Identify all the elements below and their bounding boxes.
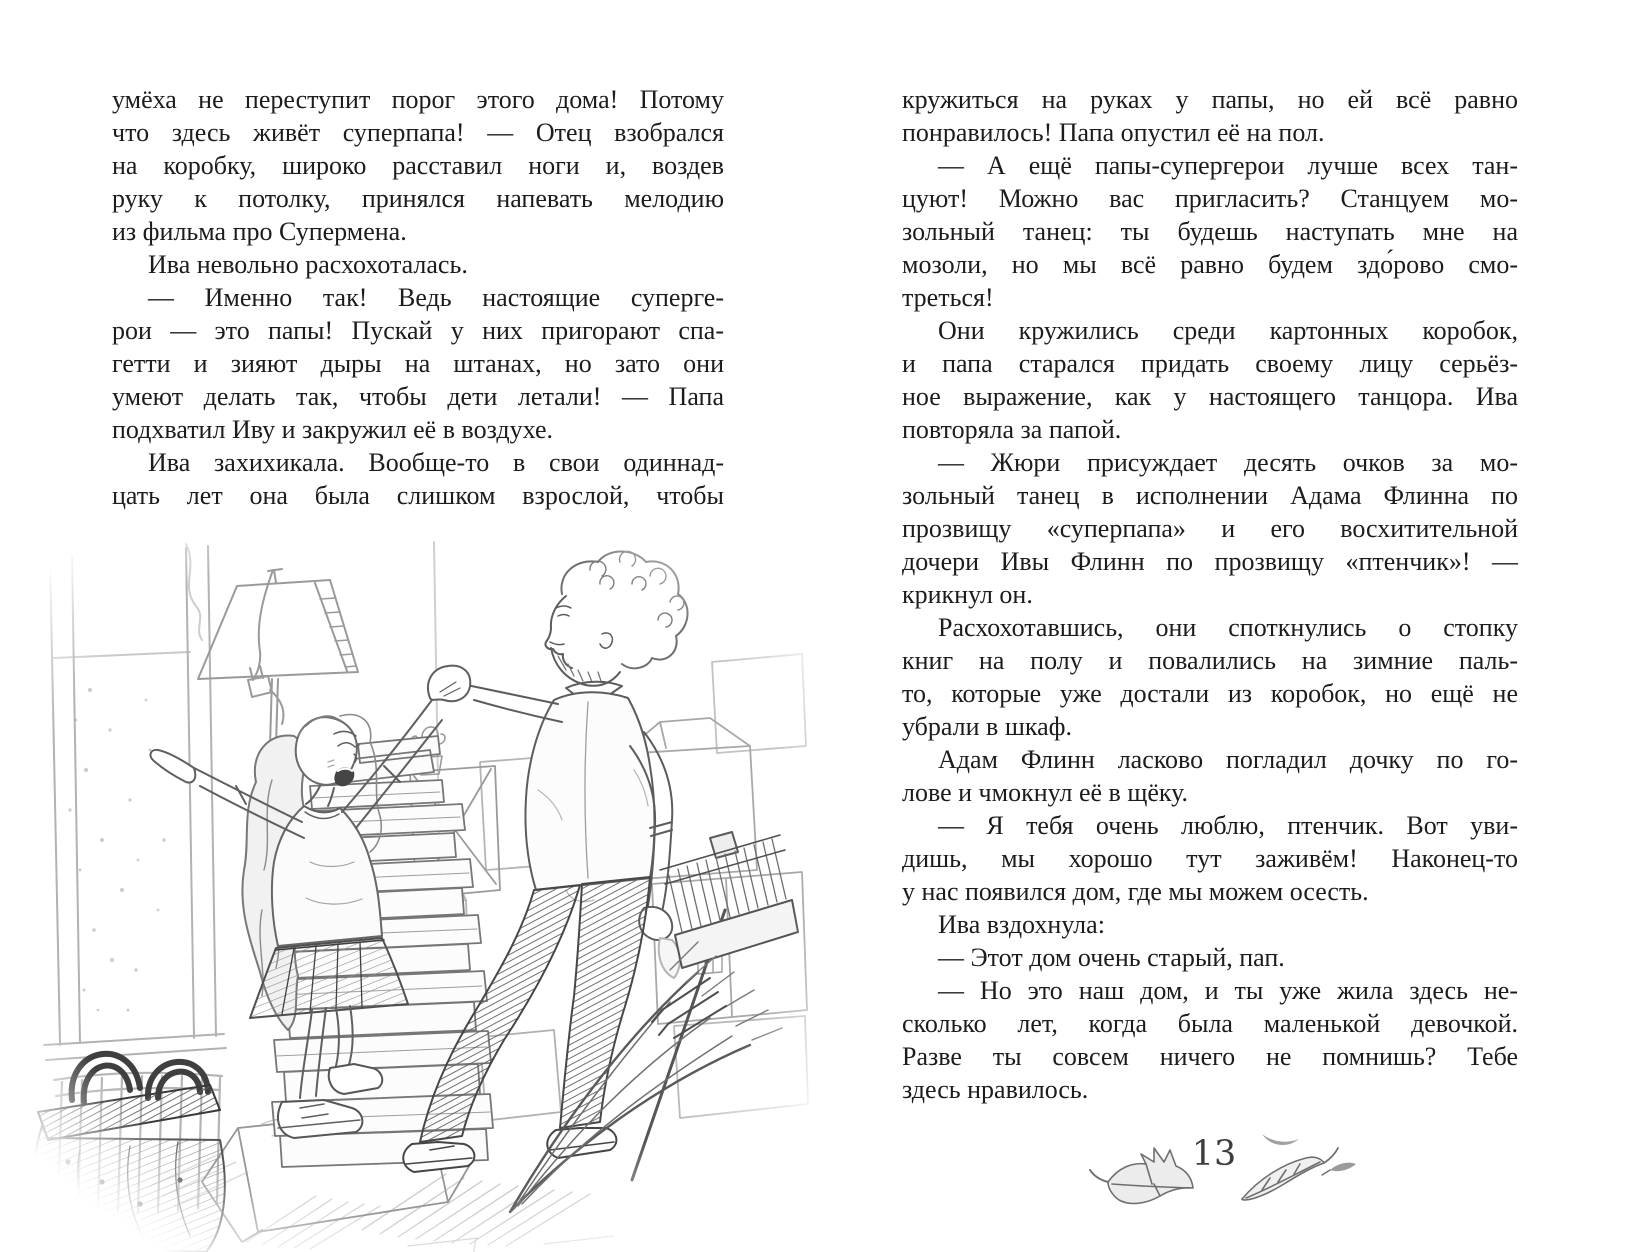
text-line: Разве ты совсем ничего не помнишь? Тебе (902, 1042, 1518, 1071)
text-line: сколько лет, когда была маленькой девочкой. (902, 1009, 1518, 1038)
text-line: ное выражение, как у настоящего танцора. Ива (902, 382, 1518, 411)
text-line: треться! (902, 283, 994, 312)
text-line: на коробку, широко расставил ноги и, воздев (112, 151, 724, 180)
text-line: убрали в шкаф. (902, 712, 1072, 741)
text-line: дишь, мы хорошо тут заживём! Наконец-то (902, 844, 1518, 873)
text-line: — Я тебя очень люблю, птенчик. Вот уви- (938, 811, 1518, 840)
text-line: и папа старался придать своему лицу серьёз- (902, 349, 1518, 378)
text-line: то, которые уже достали из коробок, но ещё не (902, 679, 1518, 708)
text-line: Ива невольно расхохоталась. (148, 250, 468, 279)
text-line: зольный танец: ты будешь наступать мне на (902, 217, 1518, 246)
vignette-fade (10, 540, 810, 1252)
text-line: — Но это наш дом, и ты уже жила здесь не- (938, 976, 1518, 1005)
text-line: здесь нравилось. (902, 1075, 1089, 1104)
text-line: — Именно так! Ведь настоящие суперге- (148, 283, 724, 312)
text-line: умеют делать так, чтобы дети летали! — Папа (112, 382, 724, 411)
text-line: прозвищу «суперпапа» и его восхитительной (902, 514, 1518, 543)
illustration-dancing-sketch (10, 540, 810, 1252)
text-line: Расхохотавшись, они споткнулись о стопку (938, 613, 1518, 642)
text-line: Ива вздохнула: (938, 910, 1105, 939)
page-footer (1000, 1118, 1400, 1252)
left-text (112, 83, 724, 512)
text-line: Они кружились среди картонных коробок, (938, 316, 1518, 345)
text-line: лове и чмокнул её в щёку. (902, 778, 1189, 807)
text-line: дочери Ивы Флинн по прозвищу «птенчик»! — (902, 547, 1518, 576)
text-line: — Жюри присуждает десять очков за мо- (938, 448, 1518, 477)
text-line: цуют! Можно вас пригласить? Станцуем мо- (902, 184, 1518, 213)
text-line: что здесь живёт суперпапа! — Отец взобрался (112, 118, 724, 147)
text-line: — Этот дом очень старый, пап. (938, 943, 1285, 972)
text-line: повторяла за папой. (902, 415, 1122, 444)
text-line: зольный танец в исполнении Адама Флинна по (902, 481, 1518, 510)
text-line: из фильма про Супермена. (112, 217, 407, 246)
text-line: руку к потолку, принялся напевать мелодию (112, 184, 724, 213)
text-line: Ива захихикала. Вообще-то в свои одиннад- (148, 448, 724, 477)
text-line: умёха не переступит порог этого дома! Потому (112, 85, 724, 114)
text-line: подхватил Иву и закружил её в воздухе. (112, 415, 554, 444)
text-line: понравилось! Папа опустил её на пол. (902, 118, 1325, 147)
text-line: — А ещё папы-супергерои лучше всех тан- (938, 151, 1518, 180)
text-line: мозоли, но мы всё равно будем здо́рово смо- (902, 250, 1518, 279)
text-line: рои — это папы! Пускай у них пригорают спа- (112, 316, 724, 345)
text-line: у нас появился дом, где мы можем осесть. (902, 877, 1369, 906)
small-leaf-icon (1322, 1163, 1356, 1175)
right-text (902, 83, 1518, 1106)
page-number: 13 (1191, 1134, 1237, 1174)
text-line: книг на полу и повалились на зимние паль- (902, 646, 1518, 675)
maple-leaf-icon (1090, 1148, 1193, 1203)
text-line: кружиться на руках у папы, но ей всё равно (902, 85, 1518, 114)
text-line: цать лет она была слишком взрослой, чтобы (112, 481, 724, 510)
crescent-leaf-icon (1262, 1134, 1299, 1145)
text-line: гетти и зияют дыры на штанах, но зато они (112, 349, 724, 378)
text-line: Адам Флинн ласково погладил дочку по го- (938, 745, 1518, 774)
text-line: крикнул он. (902, 580, 1033, 609)
